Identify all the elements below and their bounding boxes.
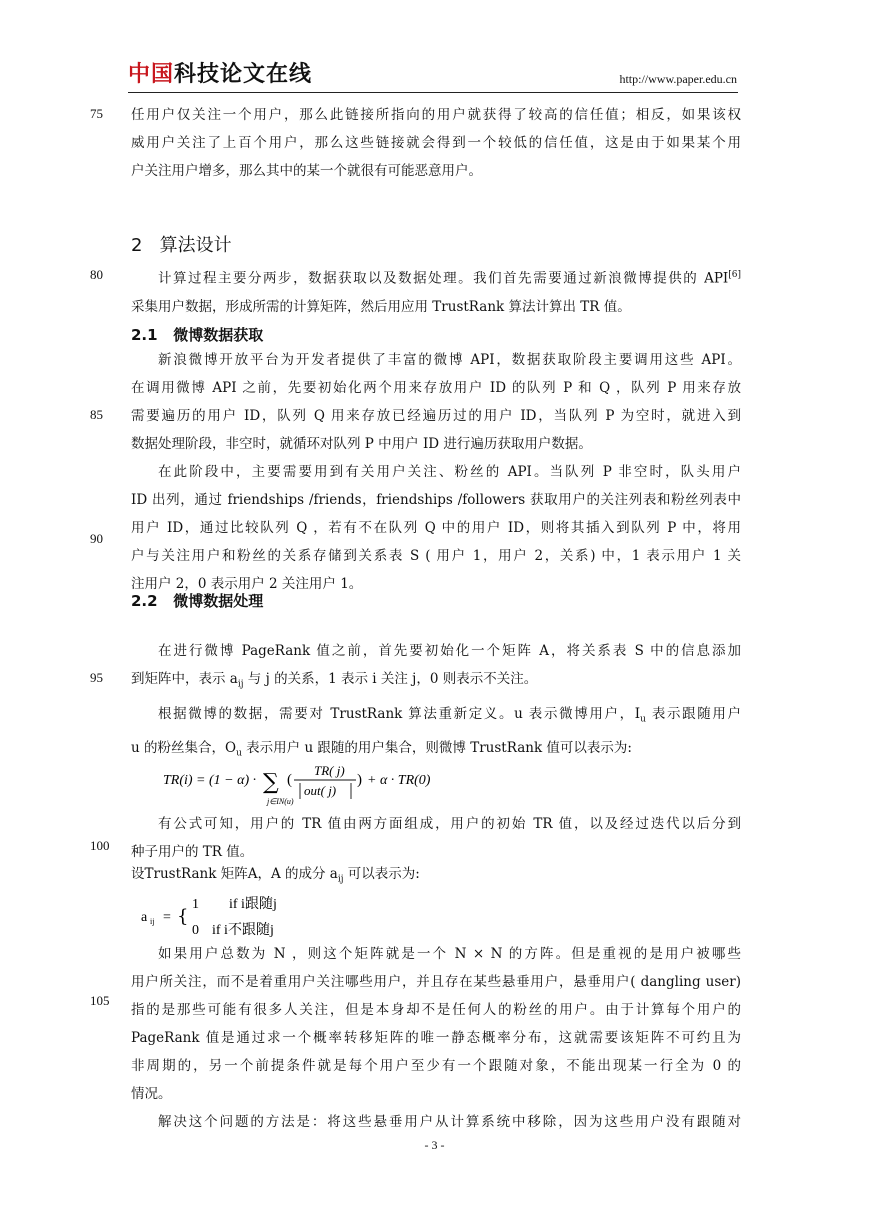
paragraph-1: 任用户仅关注一个用户，那么此链接所指向的用户就获得了较高的信任值；相反，如果该权 威用户关注了上百个用户，那么这些链接就会得到一个较低的信任值，这是由于如果某个用 户关注用户增多，那么其中的某一个就很有可能恶意用户。 (131, 107, 741, 179)
subsection-heading: 2.2 微博数据处理 (131, 592, 264, 610)
case-2-value: 0 (192, 923, 199, 938)
line-number: 95 (90, 670, 103, 685)
line-number: 105 (90, 993, 110, 1008)
section-heading: 2 算法设计 (131, 235, 232, 256)
case-2-condition: if i不跟随j (212, 923, 274, 938)
formula-lhs: TR(i) = (1 − α) · (163, 773, 257, 788)
line-number: 75 (90, 106, 103, 121)
sum-subscript: j∈IN(u) (267, 797, 294, 806)
page-number: - 3 - (424, 1138, 445, 1152)
formula-rhs: + α · TR(0) (367, 773, 431, 788)
fraction-denominator: out( j) (304, 783, 337, 798)
subsection-heading: 2.1 微博数据获取 (131, 326, 264, 344)
sigma-symbol: ∑ (263, 770, 279, 795)
paragraph-7: 有公式可知，用户的 TR 值由两方面组成，用户的初始 TR 值，以及经过迭代以后分到 种子用户的 TR 值。 (131, 816, 741, 860)
paren-close: ) (357, 772, 362, 788)
cases-lhs: a (141, 910, 148, 925)
line-number: 80 (90, 267, 103, 282)
paragraph-5: 在进行微博 PageRank 值之前，首先要初始化一个矩阵 A，将关系表 S 中的信息添加 到矩阵中，表示 $a_{ij}$ 与 j 的关系，1 表示 i 关注 j，0 则表示不关注。 (131, 643, 741, 690)
paragraph-6: 根据微博的数据，需要对 TrustRank 算法重新定义。u 表示微博用户，$I_u$ 表示跟随用户 u 的粉丝集合，$O_u$ 表示用户 u 跟随的用户集合，则微博 TrustRank 值可以表示为: (131, 706, 741, 759)
citation-ref[interactable]: [6] (728, 270, 741, 280)
line-number: 85 (90, 407, 103, 422)
trustrank-formula (163, 760, 463, 810)
case-1-condition: if i跟随j (229, 897, 277, 912)
matrix-definition (141, 888, 371, 940)
line-number: 100 (90, 838, 110, 853)
paren-open: ( (287, 772, 292, 788)
header-rule (128, 92, 738, 93)
header-url[interactable]: http://www.paper.edu.cn (619, 72, 737, 86)
fraction-numerator: TR( j) (314, 763, 345, 778)
journal-logo: 中国科技论文在线 (128, 62, 313, 87)
equals-sign: = (163, 910, 171, 925)
paragraph-3: 新浪微博开放平台为开发者提供了丰富的微博 API，数据获取阶段主要调用这些 API。 在调用微博 API 之前，先要初始化两个用来存放用户 ID 的队列 P 和 Q ，队列 P 用来存放 需要遍历的用户 ID，队列 Q 用来存放已经遍历过的用户 ID，当队列 P 为空时，就进入到 数据处理阶段，非空时，就循环对队列 P 中用户 ID 进行遍历获取用户数据。 在此阶段中，主要需要用到有关用户关注、粉丝的 API。当队列 P 非空时，队头用户 ID 出列，通过 friendships /friends，friendships /followers 获取用户的关注列表和粉丝列表中 用户 ID，通过比较队列 Q ，若有不在队列 Q 中的用户 ID，则将其插入到队列 P 中，将用 户与关注用户和粉丝的关系存储到关系表 S ( 用户 1，用户 2，关系) 中，1 表示用户 1 关 注用户 2，0 表示用户 2 关注用户 1。 (131, 352, 741, 592)
cases-lhs-sub: ij (150, 917, 155, 926)
paragraph-2: 计算过程主要分两步，数据获取以及数据处理。我们首先需要通过新浪微博提供的 API[6] 采集用户数据，形成所需的计算矩阵，然后用应用 TrustRank 算法计算出 TR 值。 (131, 270, 741, 315)
case-1-value: 1 (192, 897, 199, 912)
paragraph-9: 如果用户总数为 N ，则这个矩阵就是一个 N × N 的方阵。但是重视的是用户被哪些 用户所关注，而不是着重用户关注哪些用户，并且存在某些悬垂用户，悬垂用户( dangling user) 指的是那些可能有很多人关注，但是本身却不是任何人的粉丝的用户。由于计算每个用户的 PageRank 值是通过求一个概率转移矩阵的唯一静态概率分布，这就需要该矩阵不可约且为 非周期的，另一个前提条件就是每个用户至少有一个跟随对象，不能出现某一行全为 0 的 情况。 解决这个问题的方法是：将这些悬垂用户从计算系统中移除，因为这些用户没有跟随对 (131, 946, 741, 1130)
line-number: 90 (90, 531, 103, 546)
paragraph-8: 设TrustRank 矩阵A，A 的成分 $a_{ij}$ 可以表示为: (131, 866, 420, 885)
left-brace: { (177, 906, 189, 927)
